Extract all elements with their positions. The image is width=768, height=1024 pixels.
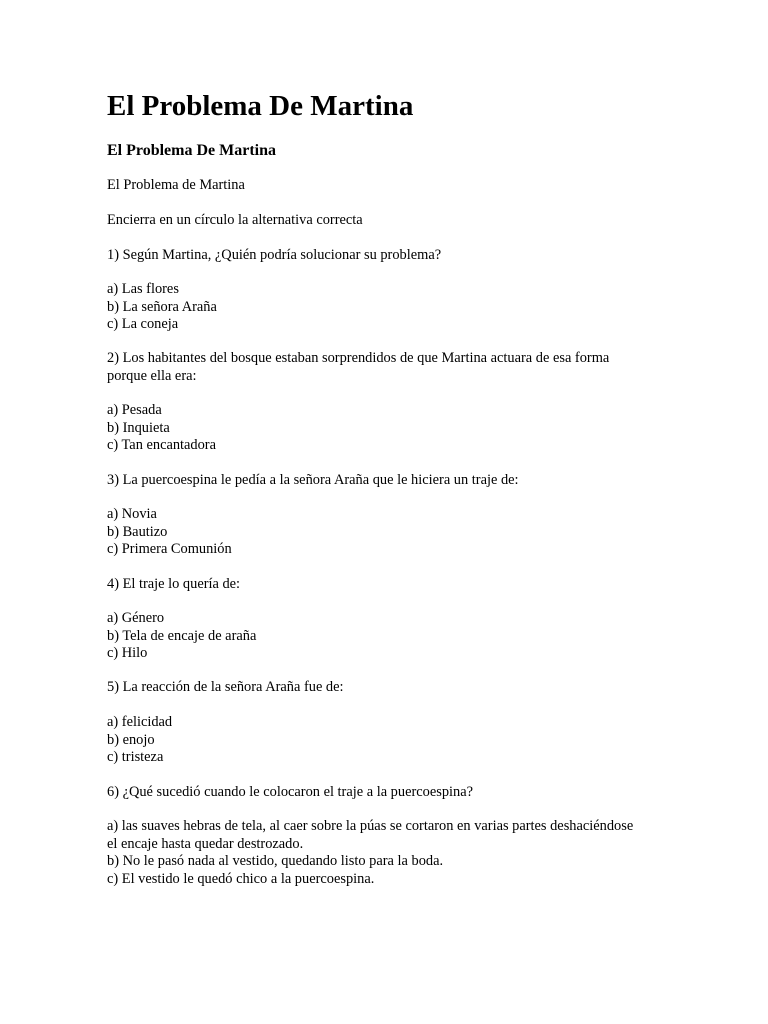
- question-5-prompt: 5) La reacción de la señora Araña fue de:: [107, 679, 344, 695]
- question-6-prompt: 6) ¿Qué sucedió cuando le colocaron el traje a la puercoespina?: [107, 784, 473, 800]
- question-1-prompt: 1) Según Martina, ¿Quién podría solucionar su problema?: [107, 247, 442, 263]
- question-6-option-a-line-2: el encaje hasta quedar destrozado.: [107, 835, 304, 852]
- question-5-option-b: b) enojo: [107, 731, 155, 748]
- question-2-option-a: a) Pesada: [107, 402, 162, 418]
- question-5-option-a: a) felicidad: [107, 714, 173, 730]
- story-heading: El Problema de Martina: [107, 177, 245, 193]
- question-1-option-c: c) La coneja: [107, 316, 179, 332]
- question-4-option-c: c) Hilo: [107, 645, 148, 661]
- question-6-option-a-line-1: a) las suaves hebras de tela, al caer sobre la púas se cortaron en varias partes deshaciéndose: [107, 818, 634, 834]
- question-4-prompt: 4) El traje lo quería de:: [107, 576, 241, 592]
- question-3-option-b: b) Bautizo: [107, 523, 168, 540]
- question-2-option-b: b) Inquieta: [107, 419, 170, 436]
- question-3-prompt: 3) La puercoespina le pedía a la señora Araña que le hiciera un traje de:: [107, 472, 519, 488]
- question-3-option-c: c) Primera Comunión: [107, 541, 232, 557]
- question-2-prompt-line-2: porque ella era:: [107, 367, 197, 384]
- question-4-option-b: b) Tela de encaje de araña: [107, 627, 257, 644]
- question-6-option-c: c) El vestido le quedó chico a la puercoespina.: [107, 870, 375, 887]
- question-1-option-b: b) La señora Araña: [107, 298, 217, 315]
- question-3-option-a: a) Novia: [107, 506, 157, 522]
- question-4-option-a: a) Género: [107, 610, 165, 626]
- question-5-option-c: c) tristeza: [107, 749, 164, 765]
- question-2-prompt-line-1: 2) Los habitantes del bosque estaban sorprendidos de que Martina actuara de esa forma: [107, 350, 610, 366]
- document-title: El Problema De Martina: [107, 90, 414, 122]
- question-2-option-c: c) Tan encantadora: [107, 437, 216, 453]
- question-1-option-a: a) Las flores: [107, 281, 179, 297]
- question-6-option-b: b) No le pasó nada al vestido, quedando listo para la boda.: [107, 853, 444, 869]
- instruction-text: Encierra en un círculo la alternativa correcta: [107, 212, 363, 228]
- document-subtitle: El Problema De Martina: [107, 142, 277, 159]
